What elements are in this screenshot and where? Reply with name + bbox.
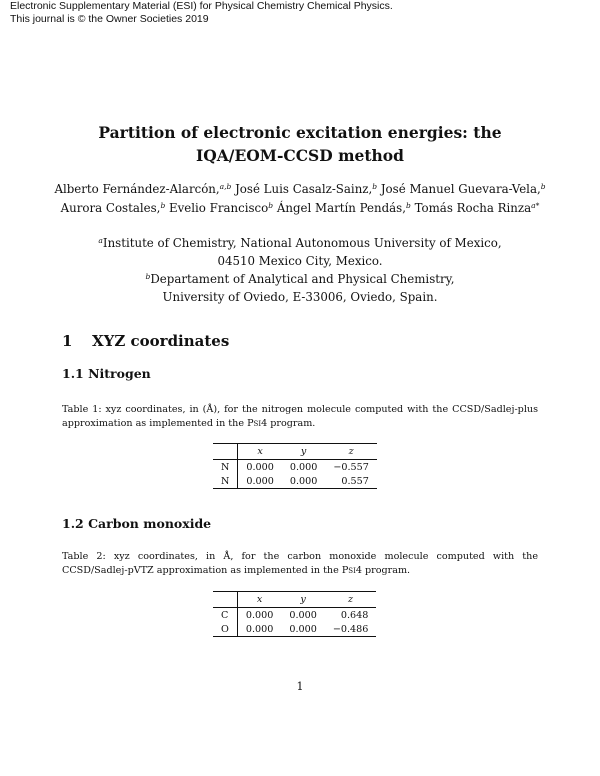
table-header-cell: z [325,592,377,608]
table-cell: 0.000 [289,609,317,621]
table-cell: 0.648 [340,609,369,621]
esi-header [10,0,393,26]
table-row [213,460,377,475]
section-number: 1 [62,332,73,350]
section-title: XYZ coordinates [92,332,230,350]
author-name: Alberto Fernández-Alarcón, [54,182,220,196]
author-list [0,180,600,218]
table-cell: 0.000 [246,475,274,487]
table-1-nitrogen [213,443,377,489]
subsection-heading-carbon-monoxide: 1.2 Carbon monoxide [62,516,212,531]
author-affil-mark: a,b [219,182,232,191]
table-cell: 0.000 [245,623,274,635]
table-row [213,622,376,637]
author-affil-mark: a* [531,201,540,210]
author-affil-mark: b [406,201,411,210]
affiliation-b-line-1: $^b$Departament of Analytical and Physical Chemistry, [145,272,455,286]
table-2-carbon-monoxide [213,591,376,637]
table-header-cell [213,444,238,460]
page-number: 1 [296,680,304,693]
affil-mark-a: a [98,236,103,245]
table-cell: C [213,608,237,623]
author-affil-mark: b [540,182,546,191]
table-cell: −0.557 [333,461,369,473]
section-heading [62,332,229,350]
table-header-row [213,592,376,608]
author-name: José Luis Casalz-Sainz, [235,182,373,196]
paper-title [0,121,600,167]
header-line-2: This journal is © the Owner Societies 2019 [10,13,209,25]
author-line-1 [0,180,600,199]
table-cell: 0.000 [289,461,318,473]
header-line-1: Electronic Supplementary Material (ESI) for Physical Chemistry Chemical Physics. [10,0,393,12]
table-row [213,474,377,489]
affiliation-a-line-2: 04510 Mexico City, Mexico. [217,254,383,268]
table-header-cell: y [281,592,324,608]
table-cell: 0.000 [289,475,318,487]
table-cell: 0.000 [246,461,274,473]
table-1-caption: Table 1: xyz coordinates, in (Å), for the nitrogen molecule computed with the CCSD/Sadlej-plus approximation as implemented in the Psi4 program. [62,404,538,429]
table-header-cell: x [237,592,281,608]
author-name: Aurora Costales, [60,201,161,215]
table-cell: N [213,460,238,475]
affiliation-a-line-1: $^a$Institute of Chemistry, National Autonomous University of Mexico, [98,236,502,250]
table-header-cell: x [238,444,282,460]
table-header-cell [213,592,237,608]
table-cell: 0.557 [341,475,369,487]
author-name: Evelio Francisco [169,201,269,215]
table-cell: 0.000 [245,609,274,621]
author-name: José Manuel Guevara-Vela, [380,182,541,196]
table-header-row [213,444,377,460]
author-affil-mark: b [268,201,274,210]
author-name: Tomás Rocha Rinza [414,201,532,215]
author-name: Ángel Martín Pendás, [276,201,406,215]
table-cell: O [213,622,237,637]
title-line-1: Partition of electronic excitation energies: the [98,123,502,142]
affiliation-b-line-2: University of Oviedo, E-33006, Oviedo, Spain. [162,290,438,304]
subsection-heading-nitrogen: 1.1 Nitrogen [62,366,151,381]
table-header-cell: y [282,444,325,460]
affil-mark-b: b [145,272,151,281]
table-2-caption: Table 2: xyz coordinates, in Å, for the carbon monoxide molecule computed with the CCSD/Sadlej-pVTZ approximation as implemented in the Psi4 program. [62,551,538,576]
table-cell: 0.000 [289,623,317,635]
table-cell: −0.486 [332,623,369,635]
author-line-2 [0,199,600,218]
table-cell: N [213,474,238,489]
title-line-2: IQA/EOM-CCSD method [196,146,404,165]
author-affil-mark: b [372,182,378,191]
author-affil-mark: b [160,201,166,210]
affiliations [0,234,600,306]
program-name: Psi4 [247,418,268,429]
table-header-cell: z [325,444,377,460]
program-name: Psi4 [341,565,362,576]
table-row [213,608,376,623]
